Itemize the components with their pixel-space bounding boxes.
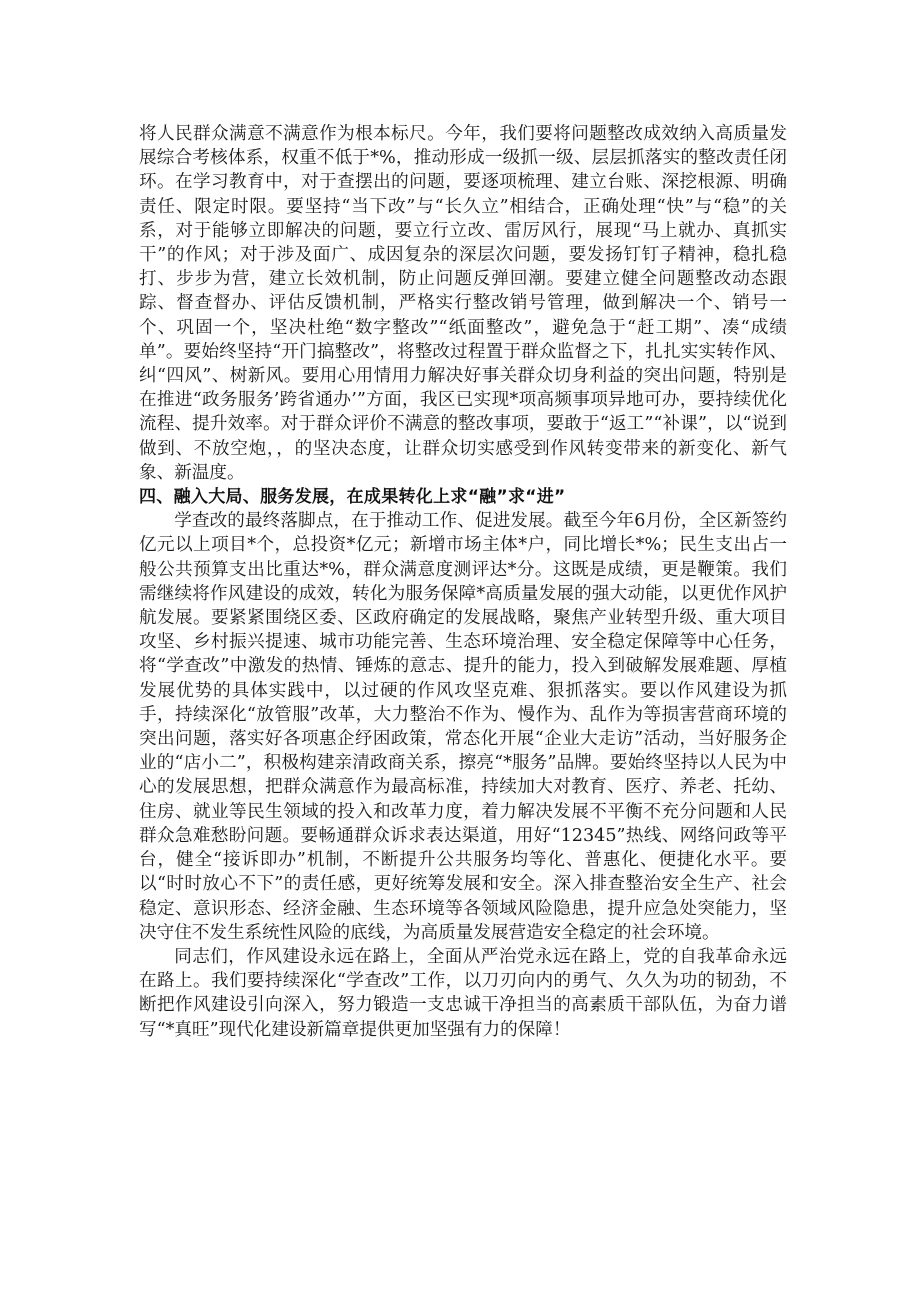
paragraph-section-4: 学查改的最终落脚点，在于推动工作、促进发展。截至今年6月份，全区新签约亿元以上项目*个，总投资*亿元；新增市场主体*户，同比增长*%；民生支出占一般公共预算支出比重达*%，群众满意度测评达*分。这既是成绩，更是鞭策。我们需继续将作风建设的成效，转化为服务保障*高质量发展的强大动能，以更优作风护航发展。要紧紧围绕区委、区政府确定的发展战略，聚焦产业转型升级、重大项目攻坚、乡村振兴提速、城市功能完善、生态环境治理、安全稳定保障等中心任务，将“学查改”中激发的热情、锤炼的意志、提升的能力，投入到破解发展难题、厚植发展优势的具体实践中，以过硬的作风攻坚克难、狠抓落实。要以作风建设为抓手，持续深化“放管服”改革，大力整治不作为、慢作为、乱作为等损害营商环境的突出问题，落实好各项惠企纾困政策，常态化开展“企业大走访”活动，当好服务企业的“店小二”，积极构建亲清政商关系，擦亮“*服务”品牌。要始终坚持以人民为中心的发展思想，把群众满意作为最高标准，持续加大对教育、医疗、养老、托幼、住房、就业等民生领域的投入和改革力度，着力解决发展不平衡不充分问题和人民群众急难愁盼问题。要畅通群众诉求表达渠道，用好“12345”热线、网络问政等平台，健全“接诉即办”机制，不断提升公共服务均等化、普惠化、便捷化水平。要以“时时放心不下”的责任感，更好统筹发展和安全。深入排查整治安全生产、社会稳定、意识形态、经济金融、生态环境等各领域风险隐患，提升应急处突能力，坚决守住不发生系统性风险的底线，为高质量发展营造安全稳定的社会环境。 (139, 511, 787, 943)
paragraph-continued: 将人民群众满意不满意作为根本标尺。今年，我们要将问题整改成效纳入高质量发展综合考核体系，权重不低于*%，推动形成一级抓一级、层层抓落实的整改责任闭环。在学习教育中，对于查摆出的问题，要逐项梳理、建立台账、深挖根源、明确责任、限定时限。要坚持“当下改”与“长久立”相结合，正确处理“快”与“稳”的关系，对于能够立即解决的问题，要立行立改、雷厉风行，展现“马上就办、真抓实干”的作风；对于涉及面广、成因复杂的深层次问题，要发扬钉钉子精神，稳扎稳打、步步为营，建立长效机制，防止问题反弹回潮。要建立健全问题整改动态跟踪、督查督办、评估反馈机制，严格实行整改销号管理，做到解决一个、销号一个、巩固一个，坚决杜绝“数字整改”“纸面整改”，避免急于“赶工期”、凑“成绩单”。要始终坚持“开门搞整改”，将整改过程置于群众监督之下，扎扎实实转作风、纠“四风”、树新风。要用心用情用力解决好事关群众切身利益的突出问题，特别是在推进“政务服务’跨省通办’”方面，我区已实现*项高频事项异地可办，要持续优化流程、提升效率。对于群众评价不满意的整改事项，要敢于“返工”“补课”，以“说到做到、不放空炮，，的坚决态度，让群众切实感受到作风转变带来的新变化、新气象、新温度。 (139, 124, 787, 483)
document-body (139, 122, 787, 1042)
section-heading-4: 四、融入大局、服务发展，在成果转化上求“融”求“进” (139, 487, 566, 508)
paragraph-closing: 同志们，作风建设永远在路上，全面从严治党永远在路上，党的自我革命永远在路上。我们要持续深化“学查改”工作，以刀刃向内的勇气、久久为功的韧劲，不断把作风建设引向深入，努力锻造一支忠诚干净担当的高素质干部队伍，为奋力谱写“*真旺”现代化建设新篇章提供更加坚强有力的保障！ (139, 946, 787, 1040)
